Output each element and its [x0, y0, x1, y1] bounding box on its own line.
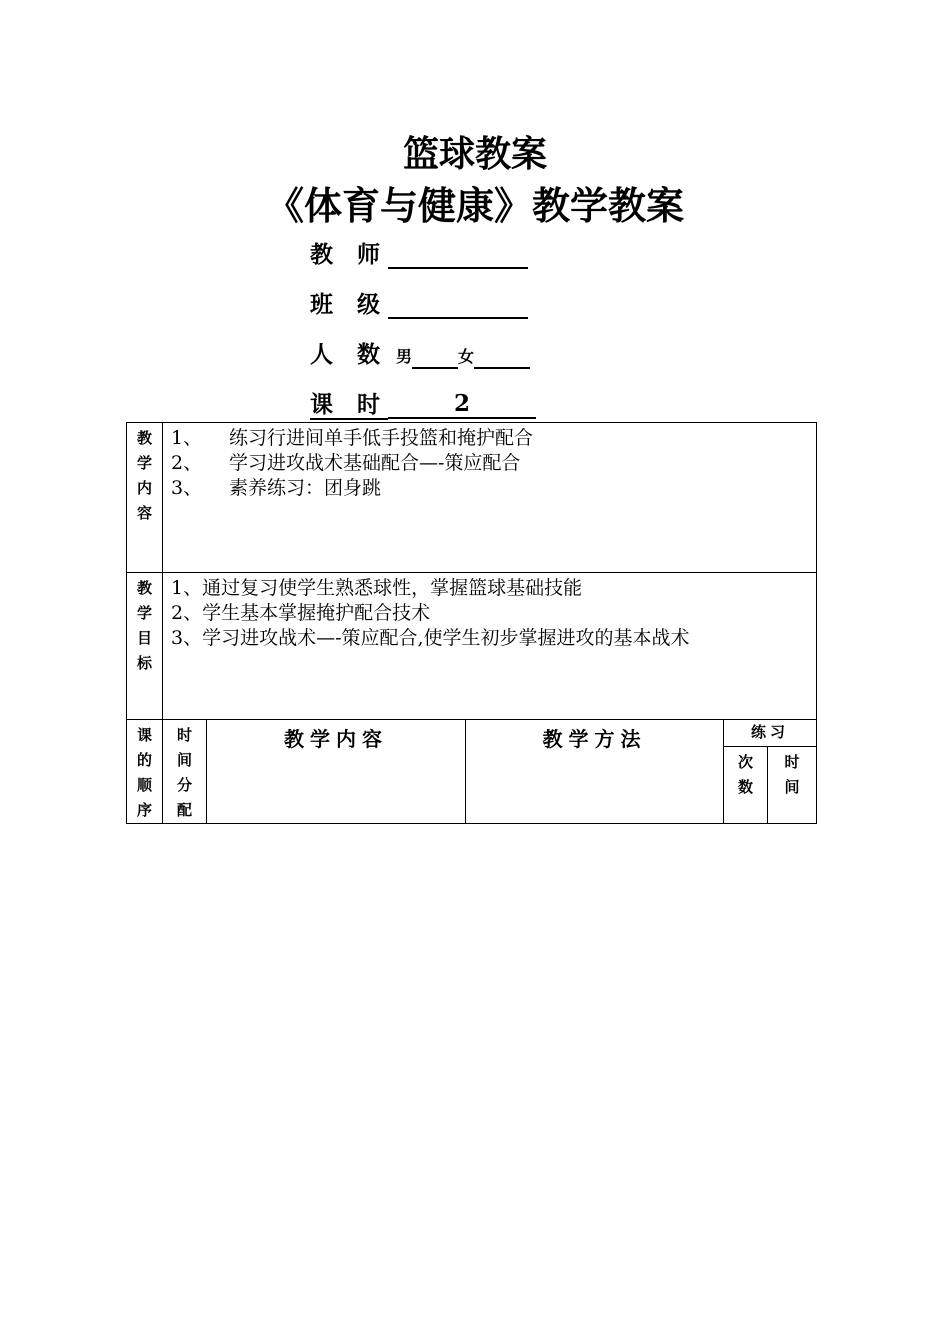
male-label: 男 — [396, 347, 413, 366]
teaching-content-cell[interactable] — [163, 423, 817, 573]
male-count-field[interactable] — [412, 343, 458, 369]
hours-label: 课 时 — [310, 392, 389, 418]
content-header: 教学内容 — [207, 720, 466, 824]
female-label: 女 — [458, 347, 475, 366]
count-label: 人 数 — [310, 342, 389, 368]
teacher-field[interactable] — [388, 243, 528, 269]
class-label: 班 级 — [310, 292, 389, 318]
lesson-plan-table — [126, 422, 817, 824]
content-item: 2、 学习进攻战术基础配合—-策应配合 — [171, 452, 521, 474]
schedule-header-row — [127, 720, 817, 747]
teaching-goals-row — [127, 573, 817, 720]
hours-row — [310, 386, 536, 419]
class-field[interactable] — [388, 293, 528, 319]
teacher-row — [310, 236, 528, 269]
practice-header: 练习 — [724, 720, 817, 747]
count-row — [310, 336, 530, 369]
teaching-goals-label: 教 学 目 标 — [127, 573, 163, 720]
hours-value[interactable]: 2 — [388, 390, 536, 419]
document-title: 篮球教案 — [402, 134, 547, 175]
content-item: 3、 素养练习：团身跳 — [171, 477, 382, 499]
method-header: 教学方法 — [466, 720, 724, 824]
times-label: 次 数 — [724, 747, 768, 824]
teacher-label: 教 师 — [310, 242, 389, 268]
document-subtitle: 《体育与健康》教学教案 — [265, 184, 684, 228]
content-item: 1、 练习行进间单手低手投篮和掩护配合 — [171, 427, 534, 449]
teaching-content-label: 教 学 内 容 — [127, 423, 163, 573]
time-allocation-label: 时 间 分 配 — [163, 720, 207, 824]
goal-item: 1、通过复习使学生熟悉球性，掌握篮球基础技能 — [171, 577, 583, 599]
goal-item: 3、学习进攻战术—-策应配合,使学生初步掌握进攻的基本战术 — [171, 627, 690, 649]
duration-label: 时 间 — [768, 747, 817, 824]
order-label: 课 的 顺 序 — [127, 720, 163, 824]
goal-item: 2、学生基本掌握掩护配合技术 — [171, 602, 431, 624]
female-count-field[interactable] — [474, 343, 530, 369]
class-row — [310, 286, 528, 319]
teaching-content-row — [127, 423, 817, 573]
teaching-goals-cell[interactable] — [163, 573, 817, 720]
